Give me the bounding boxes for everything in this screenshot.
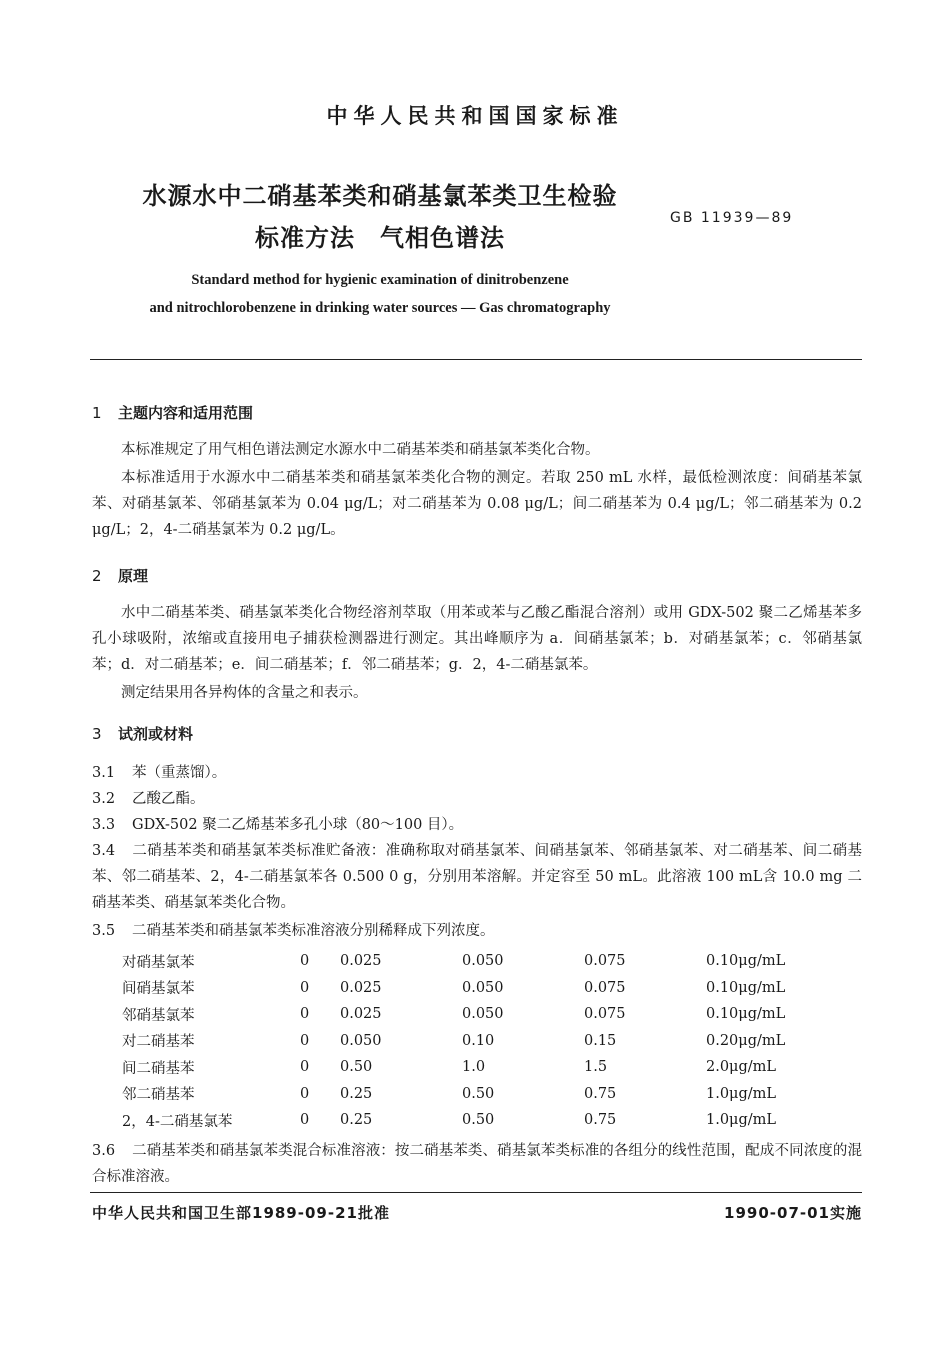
section-1-paragraph-2: 本标准适用于水源水中二硝基苯类和硝基氯苯类化合物的测定。若取 250 mL 水样，最低检测浓度：间硝基苯氯苯、对硝基氯苯、邻硝基氯苯为 0.04 μg/L；对二硝基苯为 0.08 μg/L；间二硝基苯为 0.4 μg/L；邻二硝基苯为 0.2 μg/L；2，4-二硝基氯苯为 0.2 μg/L。 <box>92 470 862 538</box>
table-row <box>122 948 826 975</box>
section-title: 主题内容和适用范围 <box>118 404 254 422</box>
table-cell: 0.50 <box>340 1059 373 1076</box>
table-cell: 1.0μg/mL <box>706 1085 777 1102</box>
item-text: 二硝基苯类和硝基氯苯类标准溶液分别稀释成下列浓度。 <box>132 923 495 939</box>
compound-name: 间二硝基苯 <box>122 1060 195 1077</box>
table-cell: 0 <box>300 1112 310 1129</box>
item-number: 3.2 <box>92 791 116 807</box>
compound-name: 2，4-二硝基氯苯 <box>122 1113 233 1130</box>
item-text: 苯（重蒸馏）。 <box>132 765 227 781</box>
table-row <box>122 1001 826 1028</box>
table-cell: 0.050 <box>462 1006 504 1023</box>
table-cell: 0 <box>300 953 310 970</box>
section-2-paragraph-1: 水中二硝基苯类、硝基氯苯类化合物经溶剂萃取（用苯或苯与乙酸乙酯混合溶剂）或用 GDX-502 聚二乙烯基苯多孔小球吸附，浓缩或直接用电子捕获检测器进行测定。其出峰顺序为 a．间硝基氯苯；b．对硝基氯苯；c．邻硝基氯苯；d．对二硝基苯；e．间二硝基苯；f．邻二硝基苯；g．2，4-二硝基氯苯。 <box>92 605 862 673</box>
table-row <box>122 975 826 1002</box>
standard-number: GB 11939—89 <box>670 210 794 226</box>
item-number: 3.4 <box>92 843 116 859</box>
table-cell: 0.075 <box>584 979 626 996</box>
document-title-line2: 标准方法 气相色谱法 <box>255 224 505 252</box>
section-2-paragraph-2: 测定结果用各异构体的含量之和表示。 <box>121 685 368 701</box>
table-cell: 0.10μg/mL <box>706 1006 786 1023</box>
table-row <box>122 1107 826 1134</box>
table-cell: 0.075 <box>584 953 626 970</box>
table-cell: 0.10μg/mL <box>706 953 786 970</box>
table-cell: 0.050 <box>462 953 504 970</box>
table-cell: 0.050 <box>462 979 504 996</box>
english-title-line2: and nitrochlorobenzene in drinking water sources — Gas chromatography <box>149 300 611 316</box>
table-cell: 0.075 <box>584 1006 626 1023</box>
item-3-2 <box>92 786 862 812</box>
table-cell: 0.025 <box>340 1006 382 1023</box>
item-3-6 <box>92 1138 862 1190</box>
item-3-4 <box>92 838 862 916</box>
section-number: 1 <box>92 404 102 422</box>
table-cell: 0 <box>300 979 310 996</box>
table-row <box>122 1054 826 1081</box>
table-cell: 0.10 <box>462 1032 495 1049</box>
english-title-line1: Standard method for hygienic examination of dinitrobenzene <box>191 272 569 288</box>
item-3-1 <box>92 760 862 786</box>
header-divider <box>90 359 862 360</box>
compound-name: 间硝基氯苯 <box>122 981 195 998</box>
implementation-date: 1990-07-01实施 <box>724 1204 862 1222</box>
table-cell: 0.025 <box>340 979 382 996</box>
compound-name: 邻二硝基苯 <box>122 1087 195 1104</box>
table-cell: 1.5 <box>584 1059 608 1076</box>
table-cell: 0.20μg/mL <box>706 1032 786 1049</box>
document-title-line1: 水源水中二硝基苯类和硝基氯苯类卫生检验 <box>142 182 618 210</box>
footer-divider <box>90 1192 862 1193</box>
table-cell: 0.50 <box>462 1112 495 1129</box>
item-text: 乙酸乙酯。 <box>132 791 205 807</box>
table-cell: 0 <box>300 1059 310 1076</box>
table-cell: 0.50 <box>462 1085 495 1102</box>
table-cell: 0.15 <box>584 1032 617 1049</box>
table-cell: 0 <box>300 1006 310 1023</box>
table-cell: 1.0 <box>462 1059 486 1076</box>
section-2-heading <box>92 565 148 586</box>
table-cell: 0 <box>300 1085 310 1102</box>
item-3-5 <box>92 918 862 944</box>
item-number: 3.6 <box>92 1143 116 1159</box>
national-standard-header: 中华人民共和国国家标准 <box>326 104 624 128</box>
section-title: 原理 <box>118 567 149 585</box>
concentration-table <box>122 948 826 1134</box>
compound-name: 对硝基氯苯 <box>122 954 195 971</box>
section-title: 试剂或材料 <box>118 725 194 743</box>
compound-name: 对二硝基苯 <box>122 1034 195 1051</box>
item-3-3 <box>92 812 862 838</box>
table-cell: 2.0μg/mL <box>706 1059 777 1076</box>
item-text: GDX-502 聚二乙烯基苯多孔小球（80～100 目）。 <box>132 817 464 833</box>
item-number: 3.5 <box>92 923 116 939</box>
section-3-heading <box>92 723 193 744</box>
item-number: 3.1 <box>92 765 116 781</box>
table-cell: 0.025 <box>340 953 382 970</box>
section-1-heading <box>92 402 253 423</box>
table-cell: 0.25 <box>340 1085 373 1102</box>
section-number: 2 <box>92 567 102 585</box>
item-text: 二硝基苯类和硝基氯苯类标准贮备液：准确称取对硝基氯苯、间硝基氯苯、邻硝基氯苯、对二硝基苯、间二硝基苯、邻二硝基苯、2，4-二硝基氯苯各 0.500 0 g，分别用苯溶解。并定容至 50 mL。此溶液 100 mL含 10.0 mg 二硝基苯类、硝基氯苯类化合物。 <box>92 843 862 911</box>
table-cell: 0 <box>300 1032 310 1049</box>
table-row <box>122 1028 826 1055</box>
approval-date: 中华人民共和国卫生部1989-09-21批准 <box>92 1204 390 1222</box>
compound-name: 邻硝基氯苯 <box>122 1007 195 1024</box>
table-cell: 1.0μg/mL <box>706 1112 777 1129</box>
item-text: 二硝基苯类和硝基氯苯类混合标准溶液：按二硝基苯类、硝基氯苯类标准的各组分的线性范围，配成不同浓度的混合标准溶液。 <box>92 1143 862 1185</box>
table-cell: 0.050 <box>340 1032 382 1049</box>
table-cell: 0.10μg/mL <box>706 979 786 996</box>
section-1-paragraph-1: 本标准规定了用气相色谱法测定水源水中二硝基苯类和硝基氯苯类化合物。 <box>121 442 600 458</box>
table-cell: 0.25 <box>340 1112 373 1129</box>
table-cell: 0.75 <box>584 1085 617 1102</box>
item-number: 3.3 <box>92 817 116 833</box>
table-cell: 0.75 <box>584 1112 617 1129</box>
table-row <box>122 1081 826 1108</box>
section-number: 3 <box>92 725 102 743</box>
